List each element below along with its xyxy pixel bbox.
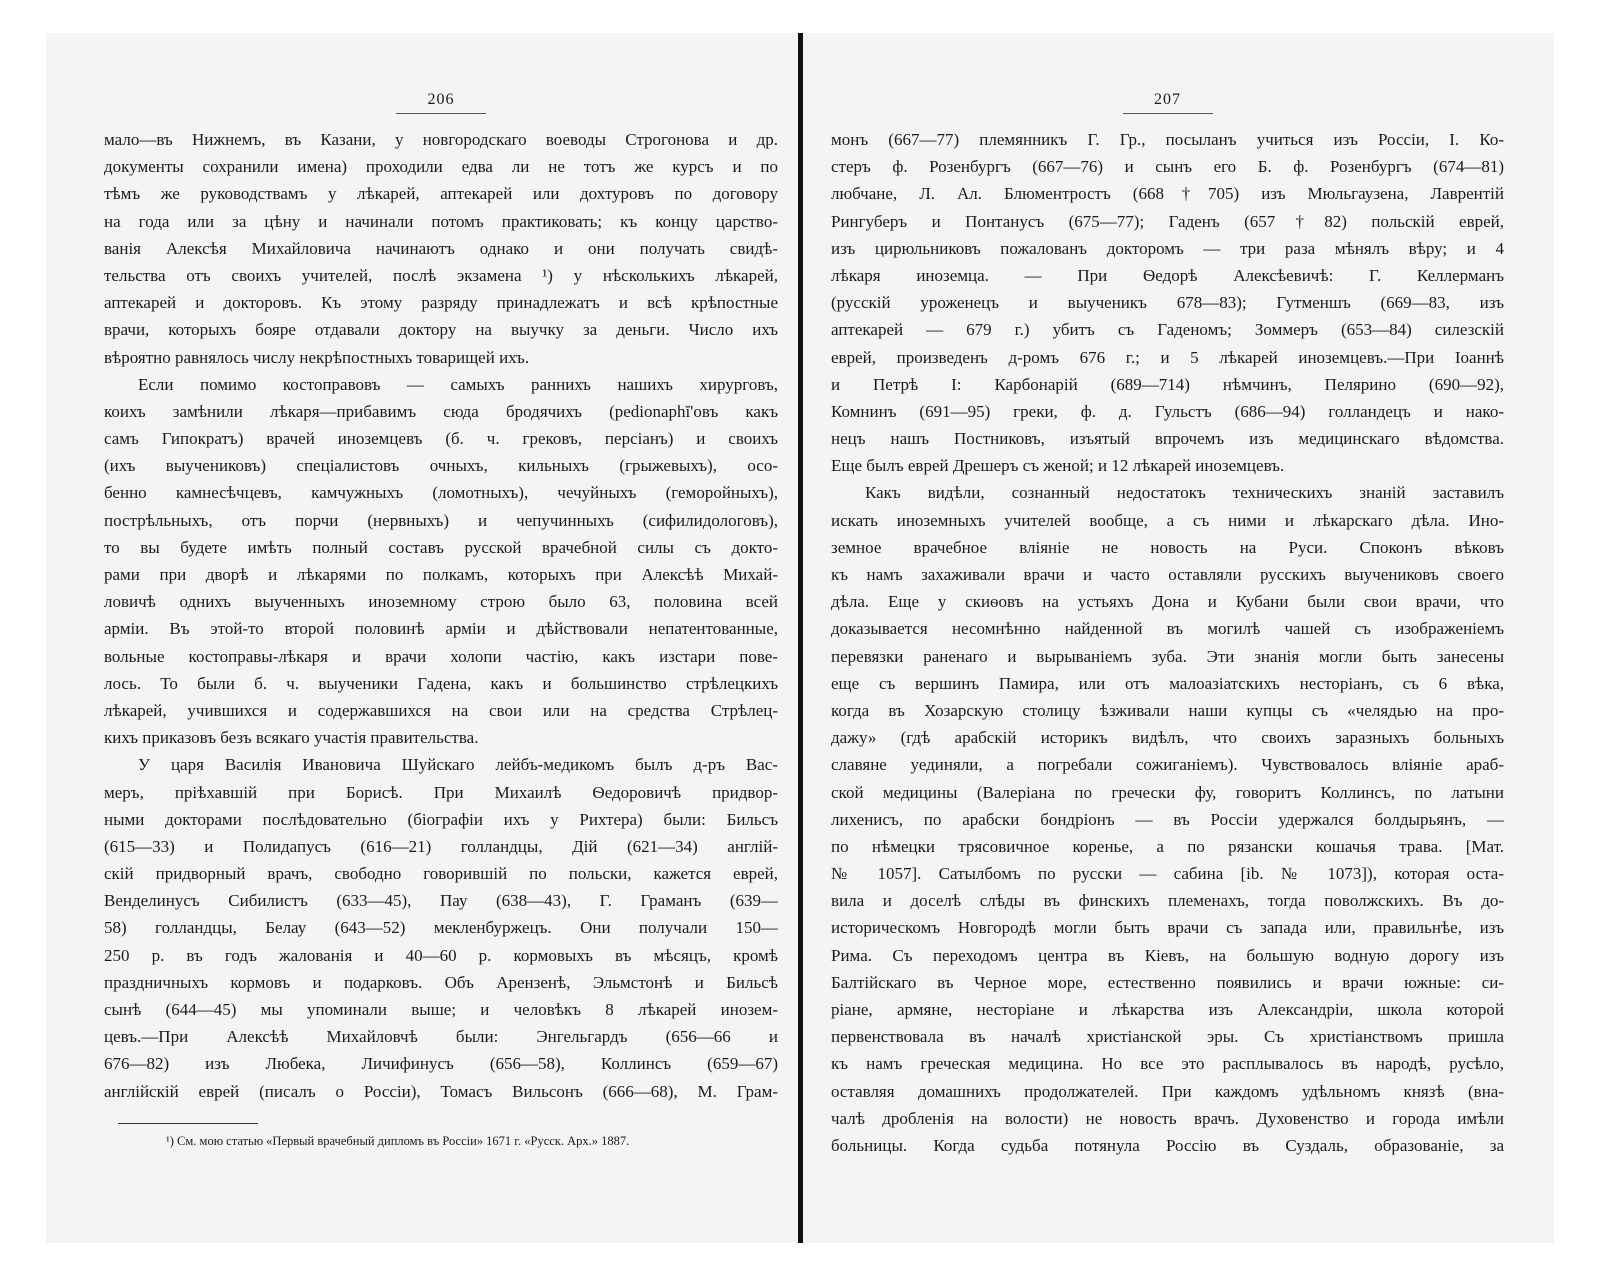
text-line: 250 р. въ годъ жалованія и 40—60 р. кормовыхъ въ мѣсяцъ, кромѣ xyxy=(104,945,778,965)
right-page xyxy=(803,33,1554,1243)
text-line: 676—82) изъ Любека, Личифинусъ (656—58), Коллинсъ (659—67) xyxy=(104,1054,778,1074)
text-line: праздничныхъ кормовъ и подарковъ. Объ Арензенѣ, Эльмстонѣ и Бильсѣ xyxy=(104,972,778,992)
text-line: самъ Гипократъ) врачей иноземцевъ (б. ч. грековъ, персіанъ) и своихъ xyxy=(104,429,778,449)
right-page-text xyxy=(831,126,1504,1186)
text-line: документы сохранили имена) проходили едва ли не тотъ же курсъ и по xyxy=(104,157,778,177)
text-line: Балтійскаго въ Черное море, естественно появились и врачи южные: си- xyxy=(831,972,1504,992)
text-line: оставляя домашнихъ продолжателей. При каждомъ удѣльномъ князѣ (вна- xyxy=(831,1081,1504,1101)
text-line: 58) голландцы, Белау (643—52) мекленбуржецъ. Они получали 150— xyxy=(104,918,778,938)
text-line: сынѣ (644—45) мы упоминали выше; и человѣкъ 8 лѣкарей инозем- xyxy=(104,1000,778,1019)
text-line: (ихъ выучениковъ) спеціалистовъ очныхъ, кильныхъ (грыжевыхъ), осо- xyxy=(104,456,778,476)
text-line: лихенисъ, по арабски бондріонъ — въ Россіи удержался болдырьянъ, — xyxy=(831,809,1504,829)
text-line: скій придворный врачъ, свободно говорившій по польски, кажется еврей, xyxy=(104,864,778,884)
text-line: Рима. Съ переходомъ центра въ Кіевъ, на большую водную дорогу изъ xyxy=(831,945,1504,965)
text-line: изъ цирюльниковъ пожалованъ докторомъ — три раза мѣнялъ вѣру; и 4 xyxy=(831,238,1504,258)
text-line: славяне уединяли, а погребали сожиганіемъ). Чувствовалось вліяніе араб- xyxy=(831,755,1504,775)
text-line: первенствовала въ началѣ христіанской эры. Съ христіанствомъ пришла xyxy=(831,1027,1504,1047)
text-line: меръ, пріѣхавшій при Борисѣ. При Михаилѣ Ѳедоровичѣ придвор- xyxy=(104,782,778,802)
text-line: лѣкаря иноземца. — При Ѳедорѣ Алексѣевичѣ: Г. Келлерманъ xyxy=(831,265,1504,285)
page-number-left: 206 xyxy=(396,89,486,114)
text-line: то вы будете имѣть полный составъ русской врачебной силы съ докто- xyxy=(104,537,778,557)
text-line: цевъ.—При Алексѣѣ Михайловчѣ были: Энгельгардъ (656—66 и xyxy=(104,1027,778,1047)
text-line: кихъ приказовъ безъ всякаго участія правительства. xyxy=(104,728,479,748)
text-line: перевязки раненаго и вырываніемъ зуба. Эти знанія могли быть занесены xyxy=(831,646,1504,666)
text-line: коихъ замѣнили лѣкаря—прибавимъ сюда бродячихъ (pedionaphĭ'овъ какъ xyxy=(104,401,778,421)
text-line: ными докторами послѣдовательно (біографіи ихъ у Рихтера) были: Бильсъ xyxy=(104,809,778,829)
text-line: аптекарей — 679 г.) убитъ съ Гаденомъ; Зоммеръ (653—84) силезскій xyxy=(831,320,1504,340)
text-line: историческомъ Новгородѣ могли быть врачи съ запада или, правильнѣе, изъ xyxy=(831,918,1504,938)
text-line: англійскій еврей (писалъ о Россіи), Томасъ Вильсонъ (666—68), М. Грам- xyxy=(104,1081,778,1101)
text-line: дажу» (гдѣ арабскій историкъ видѣлъ, что своихъ заразныхъ больныхъ xyxy=(831,728,1504,748)
text-line: вольные костоправы-лѣкаря и врачи холопи частію, какъ изстари пове- xyxy=(104,646,778,666)
text-line: ловичѣ однихъ выученныхъ иноземному строю было 63, половина всей xyxy=(104,592,778,612)
text-line: лѣкарей, учившихся и содержавшихся на свои или на средства Стрѣлец- xyxy=(104,700,778,720)
text-line: Рингуберъ и Понтанусъ (675—77); Гаденъ (657†82) польскій еврей, xyxy=(831,211,1504,231)
text-line: чалѣ дробленія на волости) не новость врачъ. Духовенство и города имѣли xyxy=(831,1108,1504,1128)
footnote-divider xyxy=(118,1123,258,1124)
text-line: тѣмъ же руководствамъ у лѣкарей, аптекарей или дохтуровъ по договору xyxy=(104,184,778,204)
text-line: ской медицины (Валеріана по гречески фу, говоритъ Коллинсъ, по латыни xyxy=(831,782,1504,802)
text-line: любчане, Л. Ал. Блюментростъ (668†705) изъ Мюльгаузена, Лаврентій xyxy=(831,184,1504,204)
text-line: искать иноземныхъ учителей вообще, а съ ними и лѣкарскаго дѣла. Ино- xyxy=(831,510,1504,530)
text-line: и Петрѣ I: Карбонарій (689—714) нѣмчинъ, Пелярино (690—92), xyxy=(831,374,1504,394)
text-line: № 1057]. Сатылбомъ по русски — сабина [ib. № 1073]), которая оста- xyxy=(831,864,1504,884)
text-line: (615—33) и Полидапусъ (616—21) голландцы, Дій (621—34) англій- xyxy=(104,836,778,856)
text-line: У царя Василія Ивановича Шуйскаго лейбъ-медикомъ былъ д-ръ Вас- xyxy=(138,755,778,775)
text-line: Если помимо костоправовъ — самыхъ раннихъ нашихъ хирурговъ, xyxy=(138,374,778,394)
text-line: врачи, которыхъ бояре отдавали доктору на выучку за деньги. Число ихъ xyxy=(104,320,778,340)
footnote: ¹) См. мою статью «Первый врачебный дипломъ въ Россіи» 1671 г. «Русск. Арх.» 1887. xyxy=(166,1133,630,1148)
text-line: Какъ видѣли, сознанный недостатокъ техническихъ знаній заставилъ xyxy=(865,483,1504,503)
text-line: мало—въ Нижнемъ, въ Казани, у новгородскаго воеводы Строгонова и др. xyxy=(104,130,778,149)
text-line: Комнинъ (691—95) греки, ф. д. Гульстъ (686—94) голландецъ и нако- xyxy=(831,401,1504,421)
text-line: тельства отъ своихъ учителей, послѣ экзамена ¹) у нѣсколькихъ лѣкарей, xyxy=(104,265,778,285)
left-page-text xyxy=(104,126,778,1105)
text-line: вила и доселѣ слѣды въ финскихъ племенахъ, тогда поволжскихъ. Въ до- xyxy=(831,891,1504,911)
text-line: ванія Алексѣя Михайловича начинаютъ однако и они получать свидѣ- xyxy=(104,238,778,258)
text-line: къ намъ захаживали врачи и часто оставляли русскихъ выучениковъ своего xyxy=(831,565,1504,584)
text-line: (русскій уроженецъ и выученикъ 678—83); Гутменшъ (669—83, изъ xyxy=(831,293,1504,313)
text-line: доказывается несомнѣнно найденной въ могилѣ чашей съ изображеніемъ xyxy=(831,619,1504,639)
text-line: вѣроятно равнялось числу некрѣпостныхъ товарищей ихъ. xyxy=(104,347,530,367)
text-line: земное врачебное вліяніе не новость на Руси. Споконъ вѣковъ xyxy=(831,537,1504,557)
text-line xyxy=(831,1159,1504,1186)
text-line: Венделинусъ Сибилистъ (633—45), Пау (638—43), Г. Граманъ (639— xyxy=(104,891,778,911)
left-page xyxy=(46,33,798,1243)
text-line: арміи. Въ этой-то второй половинѣ арміи и дѣйствовали непатентованные, xyxy=(104,619,778,639)
text-line: стеръ ф. Розенбургъ (667—76) и сынъ его Б. ф. Розенбургъ (674—81) xyxy=(831,157,1504,177)
text-line: дѣла. Еще у скиѳовъ на устьяхъ Дона и Кубани были свои врачи, что xyxy=(831,592,1504,612)
text-line: рами при дворѣ и лѣкарями по полкамъ, которыхъ при Алексѣѣ Михай- xyxy=(104,565,778,584)
text-line: ріане, армяне, несторіане и лѣкарства изъ Александріи, школа которой xyxy=(831,1000,1504,1019)
text-line: аптекарей и докторовъ. Къ этому разряду принадлежатъ и всѣ крѣпостные xyxy=(104,293,778,313)
text-line: лось. То были б. ч. выученики Гадена, какъ и большинство стрѣлецкихъ xyxy=(104,673,778,693)
text-line: когда въ Хозарскую столицу ѣзживали наши купцы съ «челядью на про- xyxy=(831,700,1504,720)
text-line: бенно камнесѣчцевъ, камчужныхъ (ломотныхъ), чечуйныхъ (геморойныхъ), xyxy=(104,483,778,503)
text-line: пострѣльныхъ, отъ порчи (нервныхъ) и чепучинныхъ (сифилидологовъ), xyxy=(104,510,778,530)
text-line: на года или за цѣну и начинали потомъ практиковать; къ концу царство- xyxy=(104,211,778,231)
text-line: еще съ вершинъ Памира, или отъ малоазіатскихъ несторіанъ, съ 6 вѣка, xyxy=(831,673,1504,693)
text-line: Еще былъ еврей Дрешеръ съ женой; и 12 лѣкарей иноземцевъ. xyxy=(831,456,1285,476)
text-line: нецъ нашъ Постниковъ, изъятый впрочемъ изъ медицинскаго вѣдомства. xyxy=(831,429,1504,449)
text-line: больницы. Когда судьба потянула Россію въ Суздаль, образованіе, за xyxy=(831,1135,1504,1155)
text-line: къ намъ греческая медицина. Но все это расплывалось въ народѣ, русѣло, xyxy=(831,1054,1504,1074)
text-line: по нѣмецки трясовичное коренье, а по рязански кошачья трава. [Мат. xyxy=(831,836,1504,856)
text-line: еврей, произведенъ д-ромъ 676 г.; и 5 лѣкарей иноземцевъ.—При Іоаннѣ xyxy=(831,347,1504,367)
text-line: монъ (667—77) племянникъ Г. Гр., посыланъ учиться изъ Россіи, І. Ко- xyxy=(831,130,1504,149)
page-number-right: 207 xyxy=(1123,89,1213,114)
